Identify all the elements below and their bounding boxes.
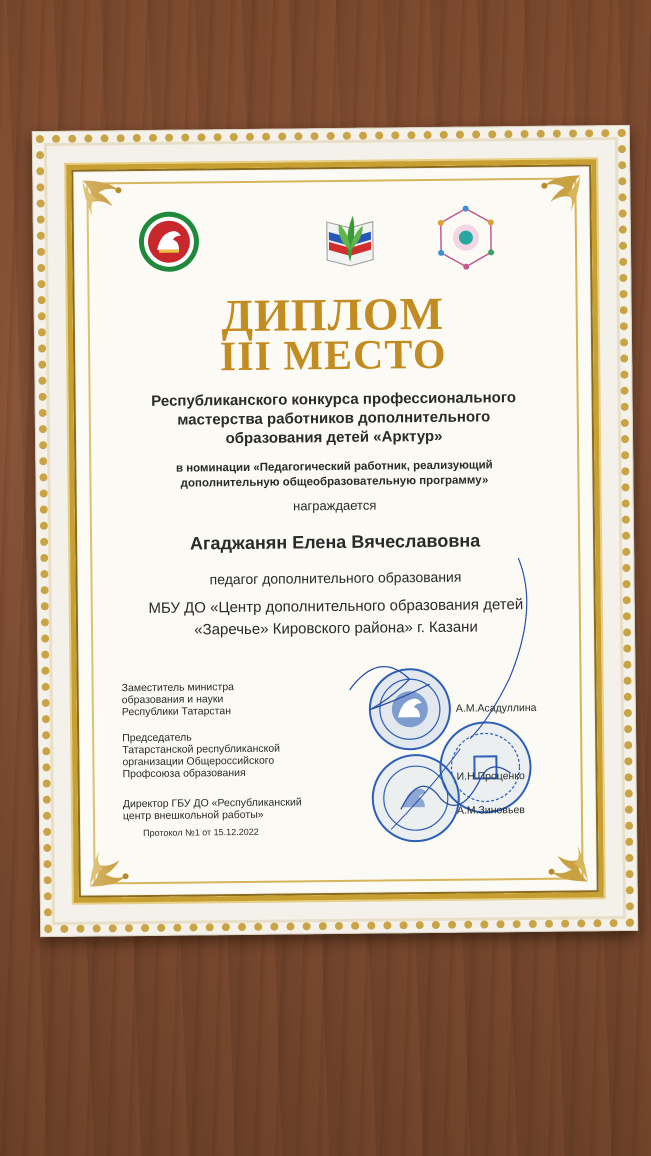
diploma-title: ДИПЛОМ: [221, 287, 445, 342]
ornament-corner-icon: [78, 176, 139, 227]
signatory-title-line: образования и науки: [121, 693, 224, 707]
place-title: III МЕСТО: [219, 331, 447, 381]
nomination-line: в номинации «Педагогический работник, реализующий: [175, 459, 493, 475]
ornament-corner-icon: [85, 840, 146, 891]
arktur-hexagon-icon: [433, 204, 500, 271]
signatory-name: А.М.Асадуллина: [455, 701, 537, 715]
ornament-corner-icon: [524, 171, 585, 222]
tatarstan-emblem-icon: [137, 209, 202, 274]
contest-line: Республиканского конкурса профессионального: [151, 389, 517, 410]
signatory-title-line: центр внешкольной работы»: [122, 808, 264, 823]
protocol-note: Протокол №1 от 15.12.2022: [143, 826, 259, 839]
organization-line: «Заречье» Кировского района» г. Казани: [194, 618, 478, 639]
signatory-name: А.М.Зиновьев: [456, 804, 525, 817]
organization-line: МБУ ДО «Центр дополнительного образования детей: [148, 596, 524, 617]
signatory-title-line: организации Общероссийского: [122, 754, 275, 769]
picture-frame: [32, 125, 638, 937]
signatory-title-line: Профсоюза образования: [122, 766, 246, 781]
signatory-title-line: Республики Татарстан: [121, 705, 232, 719]
signatory-title-line: Председатель: [122, 731, 192, 745]
awarded-label: награждается: [293, 497, 377, 514]
signatory-title-line: Заместитель министра: [121, 681, 235, 695]
contest-name: [77, 387, 592, 449]
nomination: [77, 457, 591, 492]
signatory-title: [122, 731, 280, 781]
recipient-name: Агаджанян Елена Вячеславовна: [189, 530, 481, 554]
union-book-leaf-icon: [323, 210, 378, 269]
recipient-position: педагог дополнительного образования: [209, 568, 462, 588]
signatory-title-line: Татарстанской республиканской: [122, 742, 281, 757]
nomination-line: дополнительную общеобразовательную программу»: [180, 474, 489, 490]
contest-line: образования детей «Арктур»: [225, 427, 443, 448]
signatory-name: И.Н.Проценко: [456, 770, 525, 783]
signatory-title: [122, 681, 235, 718]
signatory-title: [123, 796, 302, 822]
handwritten-signatures: [308, 548, 571, 851]
contest-line: мастерства работников дополнительного: [177, 408, 491, 429]
diploma-paper: [74, 167, 596, 894]
signatory-title-line: Директор ГБУ ДО «Республиканский: [122, 796, 302, 811]
